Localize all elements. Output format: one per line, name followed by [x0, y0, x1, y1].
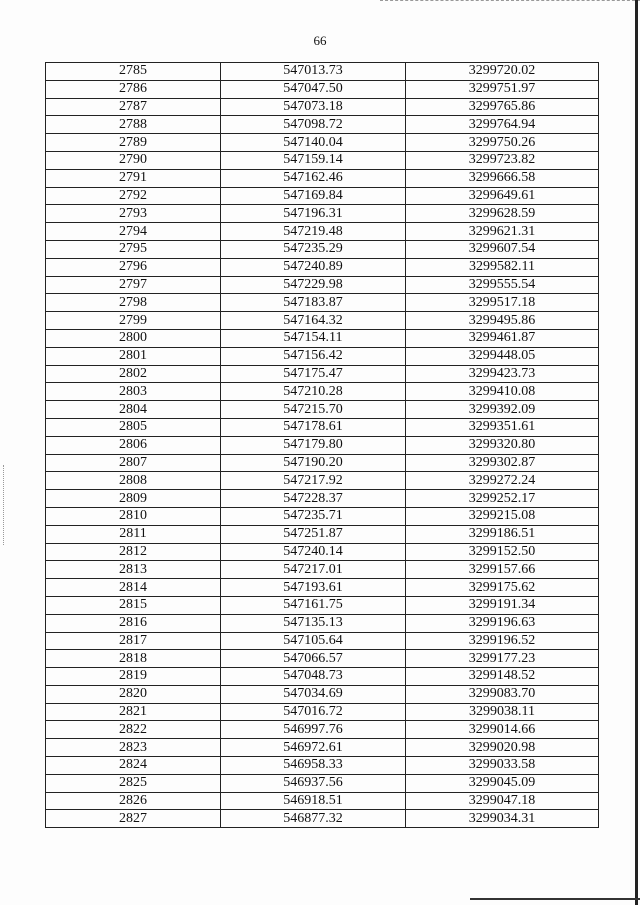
y-coordinate-cell: 3299047.18: [406, 792, 599, 810]
table-row: [46, 294, 599, 312]
point-number-cell: 2803: [46, 383, 221, 401]
y-coordinate-cell: 3299215.08: [406, 507, 599, 525]
y-coordinate-cell: 3299196.63: [406, 614, 599, 632]
y-coordinate-cell: 3299152.50: [406, 543, 599, 561]
x-coordinate-cell: 547190.20: [221, 454, 406, 472]
point-number-cell: 2811: [46, 525, 221, 543]
table-row: [46, 205, 599, 223]
table-row: [46, 436, 599, 454]
table-row: [46, 472, 599, 490]
x-coordinate-cell: 547066.57: [221, 650, 406, 668]
table-row: [46, 151, 599, 169]
y-coordinate-cell: 3299410.08: [406, 383, 599, 401]
point-number-cell: 2798: [46, 294, 221, 312]
page-number: 66: [313, 33, 327, 48]
y-coordinate-cell: 3299765.86: [406, 98, 599, 116]
table-row: [46, 347, 599, 365]
x-coordinate-cell: 546997.76: [221, 721, 406, 739]
y-coordinate-cell: 3299014.66: [406, 721, 599, 739]
table-row: [46, 525, 599, 543]
scan-artifact-left-marks: [3, 465, 6, 545]
y-coordinate-cell: 3299148.52: [406, 668, 599, 686]
x-coordinate-cell: 547240.89: [221, 258, 406, 276]
y-coordinate-cell: 3299448.05: [406, 347, 599, 365]
table-row: [46, 98, 599, 116]
table-row: [46, 810, 599, 828]
table-row: [46, 454, 599, 472]
x-coordinate-cell: 547098.72: [221, 116, 406, 134]
point-number-cell: 2809: [46, 490, 221, 508]
y-coordinate-cell: 3299495.86: [406, 312, 599, 330]
table-row: [46, 632, 599, 650]
y-coordinate-cell: 3299191.34: [406, 596, 599, 614]
x-coordinate-cell: 547217.92: [221, 472, 406, 490]
scan-artifact-bottom: [470, 898, 640, 900]
table-row: [46, 276, 599, 294]
x-coordinate-cell: 546918.51: [221, 792, 406, 810]
point-number-cell: 2807: [46, 454, 221, 472]
y-coordinate-cell: 3299157.66: [406, 561, 599, 579]
table-row: [46, 240, 599, 258]
point-number-cell: 2785: [46, 63, 221, 81]
y-coordinate-cell: 3299423.73: [406, 365, 599, 383]
point-number-cell: 2794: [46, 223, 221, 241]
x-coordinate-cell: 547156.42: [221, 347, 406, 365]
point-number-cell: 2820: [46, 685, 221, 703]
table-row: [46, 401, 599, 419]
scan-artifact-top: [380, 0, 640, 2]
point-number-cell: 2805: [46, 418, 221, 436]
point-number-cell: 2812: [46, 543, 221, 561]
point-number-cell: 2791: [46, 169, 221, 187]
table-row: [46, 721, 599, 739]
y-coordinate-cell: 3299177.23: [406, 650, 599, 668]
x-coordinate-cell: 546958.33: [221, 757, 406, 775]
x-coordinate-cell: 546937.56: [221, 774, 406, 792]
x-coordinate-cell: 547193.61: [221, 579, 406, 597]
y-coordinate-cell: 3299517.18: [406, 294, 599, 312]
y-coordinate-cell: 3299186.51: [406, 525, 599, 543]
table-row: [46, 792, 599, 810]
point-number-cell: 2823: [46, 739, 221, 757]
x-coordinate-cell: 547196.31: [221, 205, 406, 223]
point-number-cell: 2787: [46, 98, 221, 116]
point-number-cell: 2816: [46, 614, 221, 632]
table-row: [46, 63, 599, 81]
point-number-cell: 2790: [46, 151, 221, 169]
table-row: [46, 507, 599, 525]
point-number-cell: 2821: [46, 703, 221, 721]
table-row: [46, 650, 599, 668]
x-coordinate-cell: 547228.37: [221, 490, 406, 508]
x-coordinate-cell: 547162.46: [221, 169, 406, 187]
point-number-cell: 2789: [46, 134, 221, 152]
y-coordinate-cell: 3299607.54: [406, 240, 599, 258]
table-row: [46, 614, 599, 632]
table-row: [46, 383, 599, 401]
y-coordinate-cell: 3299045.09: [406, 774, 599, 792]
x-coordinate-cell: 547169.84: [221, 187, 406, 205]
y-coordinate-cell: 3299252.17: [406, 490, 599, 508]
table-row: [46, 329, 599, 347]
table-row: [46, 774, 599, 792]
y-coordinate-cell: 3299175.62: [406, 579, 599, 597]
point-number-cell: 2788: [46, 116, 221, 134]
y-coordinate-cell: 3299666.58: [406, 169, 599, 187]
point-number-cell: 2786: [46, 80, 221, 98]
point-number-cell: 2797: [46, 276, 221, 294]
x-coordinate-cell: 547154.11: [221, 329, 406, 347]
x-coordinate-cell: 547159.14: [221, 151, 406, 169]
point-number-cell: 2824: [46, 757, 221, 775]
table-row: [46, 757, 599, 775]
point-number-cell: 2804: [46, 401, 221, 419]
y-coordinate-cell: 3299764.94: [406, 116, 599, 134]
y-coordinate-cell: 3299392.09: [406, 401, 599, 419]
x-coordinate-cell: 547048.73: [221, 668, 406, 686]
point-number-cell: 2815: [46, 596, 221, 614]
table-row: [46, 187, 599, 205]
point-number-cell: 2813: [46, 561, 221, 579]
x-coordinate-cell: 547175.47: [221, 365, 406, 383]
table-row: [46, 80, 599, 98]
point-number-cell: 2800: [46, 329, 221, 347]
point-number-cell: 2796: [46, 258, 221, 276]
point-number-cell: 2793: [46, 205, 221, 223]
y-coordinate-cell: 3299302.87: [406, 454, 599, 472]
table-row: [46, 668, 599, 686]
table-row: [46, 365, 599, 383]
x-coordinate-cell: 547135.13: [221, 614, 406, 632]
x-coordinate-cell: 547217.01: [221, 561, 406, 579]
table-row: [46, 223, 599, 241]
table-row: [46, 312, 599, 330]
y-coordinate-cell: 3299628.59: [406, 205, 599, 223]
x-coordinate-cell: 547164.32: [221, 312, 406, 330]
x-coordinate-cell: 547034.69: [221, 685, 406, 703]
table-row: [46, 116, 599, 134]
point-number-cell: 2795: [46, 240, 221, 258]
x-coordinate-cell: 547047.50: [221, 80, 406, 98]
y-coordinate-cell: 3299621.31: [406, 223, 599, 241]
y-coordinate-cell: 3299723.82: [406, 151, 599, 169]
y-coordinate-cell: 3299020.98: [406, 739, 599, 757]
coordinates-table-body: [46, 63, 599, 828]
x-coordinate-cell: 547235.71: [221, 507, 406, 525]
y-coordinate-cell: 3299083.70: [406, 685, 599, 703]
point-number-cell: 2799: [46, 312, 221, 330]
table-row: [46, 596, 599, 614]
x-coordinate-cell: 547105.64: [221, 632, 406, 650]
x-coordinate-cell: 547240.14: [221, 543, 406, 561]
x-coordinate-cell: 546877.32: [221, 810, 406, 828]
y-coordinate-cell: 3299751.97: [406, 80, 599, 98]
x-coordinate-cell: 547179.80: [221, 436, 406, 454]
point-number-cell: 2802: [46, 365, 221, 383]
table-row: [46, 169, 599, 187]
y-coordinate-cell: 3299720.02: [406, 63, 599, 81]
x-coordinate-cell: 547178.61: [221, 418, 406, 436]
x-coordinate-cell: 547073.18: [221, 98, 406, 116]
point-number-cell: 2817: [46, 632, 221, 650]
y-coordinate-cell: 3299034.31: [406, 810, 599, 828]
point-number-cell: 2822: [46, 721, 221, 739]
y-coordinate-cell: 3299649.61: [406, 187, 599, 205]
x-coordinate-cell: 547210.28: [221, 383, 406, 401]
x-coordinate-cell: 546972.61: [221, 739, 406, 757]
x-coordinate-cell: 547251.87: [221, 525, 406, 543]
x-coordinate-cell: 547183.87: [221, 294, 406, 312]
table-row: [46, 685, 599, 703]
point-number-cell: 2826: [46, 792, 221, 810]
coordinates-table: [45, 62, 599, 828]
x-coordinate-cell: 547215.70: [221, 401, 406, 419]
point-number-cell: 2810: [46, 507, 221, 525]
x-coordinate-cell: 547219.48: [221, 223, 406, 241]
x-coordinate-cell: 547016.72: [221, 703, 406, 721]
table-row: [46, 703, 599, 721]
point-number-cell: 2806: [46, 436, 221, 454]
y-coordinate-cell: 3299272.24: [406, 472, 599, 490]
point-number-cell: 2801: [46, 347, 221, 365]
y-coordinate-cell: 3299320.80: [406, 436, 599, 454]
x-coordinate-cell: 547013.73: [221, 63, 406, 81]
table-row: [46, 579, 599, 597]
y-coordinate-cell: 3299461.87: [406, 329, 599, 347]
y-coordinate-cell: 3299582.11: [406, 258, 599, 276]
x-coordinate-cell: 547140.04: [221, 134, 406, 152]
table-row: [46, 739, 599, 757]
y-coordinate-cell: 3299351.61: [406, 418, 599, 436]
table-row: [46, 134, 599, 152]
point-number-cell: 2814: [46, 579, 221, 597]
y-coordinate-cell: 3299196.52: [406, 632, 599, 650]
point-number-cell: 2808: [46, 472, 221, 490]
y-coordinate-cell: 3299555.54: [406, 276, 599, 294]
point-number-cell: 2792: [46, 187, 221, 205]
table-row: [46, 561, 599, 579]
y-coordinate-cell: 3299033.58: [406, 757, 599, 775]
table-row: [46, 490, 599, 508]
x-coordinate-cell: 547229.98: [221, 276, 406, 294]
scan-artifact-right-edge: [635, 0, 638, 905]
point-number-cell: 2818: [46, 650, 221, 668]
table-row: [46, 258, 599, 276]
x-coordinate-cell: 547235.29: [221, 240, 406, 258]
table-row: [46, 543, 599, 561]
table-row: [46, 418, 599, 436]
y-coordinate-cell: 3299038.11: [406, 703, 599, 721]
point-number-cell: 2819: [46, 668, 221, 686]
point-number-cell: 2827: [46, 810, 221, 828]
point-number-cell: 2825: [46, 774, 221, 792]
y-coordinate-cell: 3299750.26: [406, 134, 599, 152]
x-coordinate-cell: 547161.75: [221, 596, 406, 614]
